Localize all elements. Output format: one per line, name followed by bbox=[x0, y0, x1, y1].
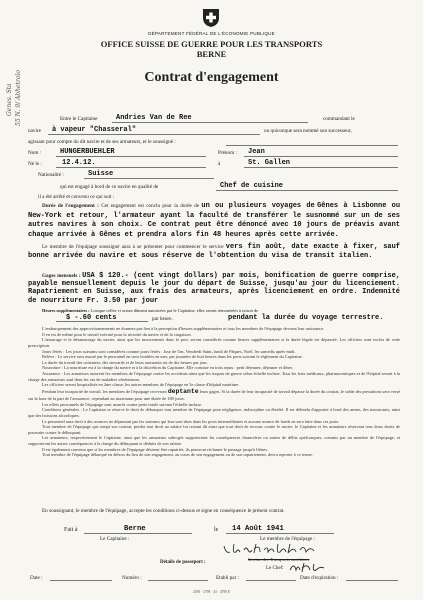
office-name: OFFICE SUISSE DE GUERRE POUR LES TRANSPORTS bbox=[100, 38, 323, 49]
clause: leurs gages. Si la durée de leur incapacité de travail dépasse la durée du contrat, le solde des prestations sera versé sur la base de la part de l'assurance, cependant au maximum pour une durée de 180 jours. bbox=[28, 388, 400, 402]
signing-date: 14 Août 1941 bbox=[232, 525, 284, 533]
passport-heading: Détails de passeport : bbox=[160, 560, 206, 565]
clause: Le personnel aura droit à des avances ne dépassant pas les sommes qui leur sont dues dans les ports intermédiaires et aucune avance de fonds ne sera faite dans ces ports. bbox=[42, 418, 340, 424]
clause: Tout membre de l'équipage qui rompt son contrat, perdra tout droit au salaire lui restant dû ainsi que tout droit de recours contre le navire, le Capitaine et les armateurs réservant tous leurs droits de poursuite contre le délinquant. bbox=[28, 424, 400, 435]
agent-text: agissant pour compte du dit navire et de ses armateurs, et le soussigné : bbox=[28, 139, 176, 145]
captain-name: Andries Van de Ree bbox=[116, 114, 192, 122]
clause-hospital bbox=[28, 388, 400, 402]
wages-section bbox=[28, 272, 400, 305]
overtime-rate: $ -.60 cents bbox=[66, 314, 117, 322]
born-place: St. Gallen bbox=[248, 159, 291, 167]
clause: Il en est de même pour le travail exécuté pour la sécurité du navire et de la cargaison. bbox=[42, 331, 192, 337]
captain-label: Entre le Capitaine bbox=[60, 116, 98, 122]
closing-text: En soussignant, le membre de l'équipage, accepte les conditions ci-dessus et signe en conséquence le présent contrat. bbox=[42, 508, 285, 514]
crew-signature-label: Le membre de l'équipage : bbox=[260, 536, 316, 542]
footer-code: 2188 · 3798 · 43 · 4790 E bbox=[192, 590, 231, 594]
born-date: 12.4.12. bbox=[62, 159, 96, 167]
clause: Les officiers seront hospitalisés en 2me classe, les autres membres de l'équipage en 3e classe d'hôpital maritime. bbox=[42, 382, 240, 388]
clause: Les armateurs, respectivement le Capitaine, ainsi que les armateurs subrogés supporteront les conséquences financières ou autres de délits quelconques, commis par un membre de l'équipage, et supporteront les autres conséquences à la charge du délinquant et déduits de son salaire. bbox=[28, 435, 400, 447]
passport-number-label: Numéro : bbox=[122, 575, 142, 581]
overtime-section bbox=[28, 308, 400, 314]
crew-signature bbox=[220, 540, 330, 558]
passport-expiry-label: Date d'expiration : bbox=[300, 575, 339, 581]
office-city: BERNE bbox=[196, 49, 227, 60]
hospital-typed: deptante bbox=[167, 387, 199, 395]
duration-typed-2: Gênes à Lisbonne ou New-York et retour, l'armateur ayant la faculté de transférer le susnommé sur un de ses autres navires à son choix. Ce contrat peut être dénoncé avec 10 jours de préavis avant chaque arrivée à Gênes et prendra alors fin 48 heures après cette arrivée. bbox=[28, 202, 401, 239]
overtime-tail: par heure. bbox=[152, 316, 173, 322]
surname-value: HUNGERBUEHLER bbox=[60, 148, 115, 156]
done-at-label: Fait à bbox=[64, 527, 78, 533]
date-label: le bbox=[214, 527, 219, 533]
chief-signature bbox=[288, 560, 328, 574]
captain-signature-label: Le Capitaine : bbox=[100, 536, 130, 542]
duration-printed: Cet engagement est conclu pour la durée de bbox=[101, 203, 200, 209]
duration-label: Durée de l'engagement : bbox=[42, 203, 99, 209]
clause: L'amarrage et le désamarrage du navire, ainsi que les mouvements dans le port, seront considérés comme heures supplémentaires si la durée légale est dépassée. Les officiers sont exclus de cette prescription. bbox=[28, 337, 400, 348]
duration-section bbox=[28, 202, 400, 240]
service-start-typed: vers fin août, date exacte à fixer, sauf bonne arrivée du navire et sous réserve de l'obtention du visa de transit italien. bbox=[28, 243, 400, 260]
born-label: Né le : bbox=[28, 161, 42, 167]
nationality-value: Suisse bbox=[88, 170, 114, 178]
successor-label: ou quiconque sera nommé son successeur, bbox=[264, 128, 352, 134]
commanding-label: commandant le bbox=[323, 116, 355, 122]
born-place-label: à bbox=[218, 161, 221, 167]
margin-note-line-1: Genes. Sta bbox=[6, 83, 13, 116]
clause: Il est également convenu que si les membres de l'équipage désirent être rapatriés, ils pourront réclamer le passage jusqu'à Gênes. bbox=[42, 446, 269, 452]
clause: Tout membre de l'équipage débarqué en dehors du lieu de son engagement, au cours de son engagement ou de son rapatriement, devra reporter à ce terme. bbox=[42, 452, 313, 458]
firstname-label: Prénom : bbox=[218, 150, 237, 156]
document-title: Contrat d'engagement bbox=[144, 70, 279, 86]
firstname-value: Jean bbox=[248, 148, 265, 156]
clause: Les effets personnels de l'équipage sont assurés contre perte totale suivant l'échelle incluse. bbox=[42, 401, 203, 407]
passport-date-label: Date : bbox=[30, 575, 43, 581]
clause: La durée du travail des cuisiniers, des stewards et de leurs assistants est de dix heures par jour. bbox=[42, 359, 208, 365]
clause: Nourriture : La nourriture est à la charge du navire et à la discrétion du Capitaine. Elle consiste en trois repas : petit déjeuner, déjeuner et dîner. bbox=[42, 365, 294, 371]
ship-name: à vapeur "Chasseral" bbox=[52, 126, 137, 134]
clause: Assurance : Les armateurs assurent les membres de l'équipage contre les accidents ainsi que les risques de guerre selon échelle incluse. Tous les frais médicaux, pharmaceutiques et de l'hôpital seront à la charge des armateurs sauf dans les cas de maladies vénériennes. bbox=[28, 371, 400, 382]
clause: Relève : Le service sera assuré par le personnel en trois bordées en mer, par journées de huit heures dans les ports suivant le règlement du Capitaine. bbox=[42, 354, 303, 360]
overtime-text: Lorsque celles-ci seront dûment autorisées par le Capitaine, elles seront rémunérées à raison de bbox=[90, 308, 259, 313]
role-value: Chef de cuisine bbox=[220, 182, 284, 190]
nationality-label: Nationalité : bbox=[38, 172, 64, 178]
passport-issued-label: Etabli par : bbox=[216, 575, 240, 581]
travel-note: pendant la durée du voyage terrestre. bbox=[228, 314, 384, 322]
swiss-cross-emblem-icon bbox=[202, 8, 220, 28]
overtime-label: Heures supplémentaires : bbox=[42, 308, 90, 313]
wages-typed: USA $ 120.- (cent vingt dollars) par mois, bonification de guerre comprise, payable mensuellement depuis le jour du départ de Suisse, jusqu'au jour du licenciement. Rapatriement en Suisse, aux frais des armateurs, après licenciement en ordre. Indemnité de nourriture Fr. 3.50 par jour bbox=[28, 272, 400, 305]
office-signature-label: Section des Transports maritimes bbox=[248, 557, 310, 562]
margin-note-line-2: 55 N. 9/ Abhetrolo bbox=[15, 70, 22, 126]
surname-label: Nom : bbox=[28, 150, 42, 156]
service-start-section bbox=[28, 243, 400, 261]
clause: L'embarquement des approvisionnements ne donnera pas lieu à la perception d'heures supplémentaires et tous les membres de l'équipage devront leur assistance. bbox=[42, 326, 325, 331]
clauses-section bbox=[28, 326, 400, 458]
clause: Conditions générales : Le Capitaine se réserve le droit de débarquer tout membre de l'équipage pour négligence, indiscipline ou ébriété. Il est défendu d'apporter à bord des armes, des intoxicants, ainsi que des boissons alcooliques. bbox=[28, 407, 400, 418]
duration-typed-1: un ou plusieurs voyages de bbox=[201, 202, 315, 210]
ship-label: navire bbox=[28, 128, 41, 134]
clause: Jours fériés : Les jours suivants sont considérés comme jours fériés : Jour de l'an, Vendredi Saint, lundi de Pâques, Noël, les samedis après-midi. bbox=[42, 348, 296, 354]
service-start-text: Le membre de l'équipage soussigné aura à se présenter pour commencer le service bbox=[42, 244, 224, 250]
role-label: qui est engagé à bord de ce navire en qualité de bbox=[60, 184, 159, 190]
clause: Pendant leur incapacité de travail, les membres de l'équipage recevront bbox=[42, 388, 167, 394]
agreed-text: il a été arrêté et convenu ce qui suit : bbox=[38, 194, 115, 200]
department-name: DÉPARTEMENT FÉDÉRAL DE L'ÉCONOMIE PUBLIQUE bbox=[148, 31, 275, 36]
chief-label: Le Chef: bbox=[266, 566, 284, 571]
wages-label: Gages mensuels : bbox=[42, 273, 81, 279]
signing-place: Berne bbox=[124, 525, 146, 533]
header bbox=[0, 31, 423, 87]
